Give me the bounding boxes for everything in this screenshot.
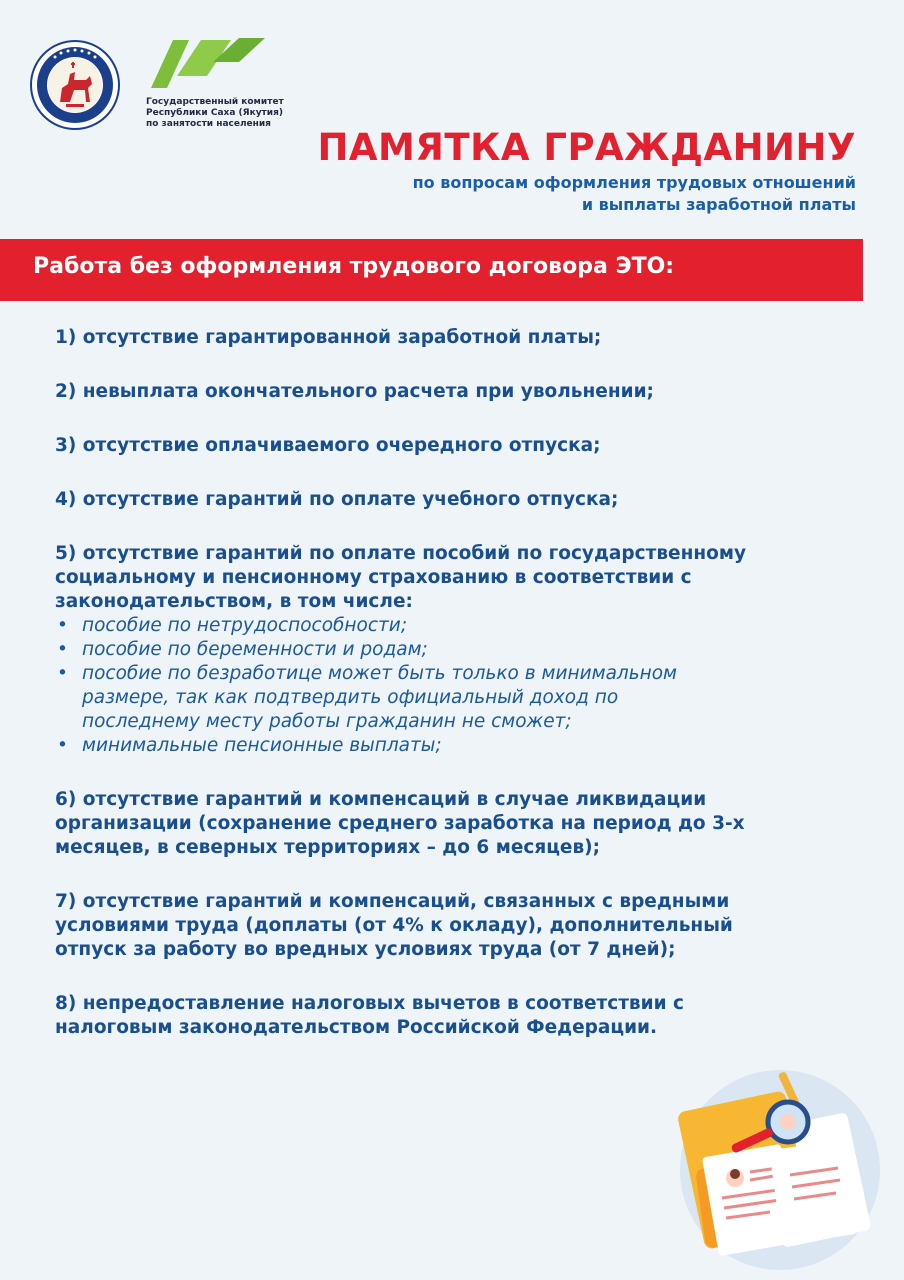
list-item (55, 434, 855, 458)
list-item-line: законодательством, в том числе: (55, 591, 413, 612)
sublist-item-text: размере, так как подтвердить официальный доход по (82, 687, 619, 708)
list-item-line: 3) отсутствие оплачиваемого очередного отпуска; (55, 435, 601, 456)
sublist-item-text: пособие по беременности и родам; (82, 639, 428, 660)
bullet-icon: • (57, 639, 68, 660)
list-item-line: 4) отсутствие гарантий по оплате учебного отпуска; (55, 489, 619, 510)
list-item (55, 488, 855, 512)
subtitle-line: по вопросам оформления трудовых отношений (412, 173, 856, 192)
sublist-item-continuation (55, 686, 855, 710)
section-banner-text: Работа без оформления трудового договора ЭТО: (33, 254, 675, 279)
list-item-line: 5) отсутствие гарантий по оплате пособий по государственному (55, 543, 747, 564)
sublist-item-text: последнему месту работы гражданин не сможет; (82, 711, 572, 732)
list-item (55, 992, 855, 1040)
list-item-line: месяцев, в северных территориях – до 6 месяцев); (55, 837, 601, 858)
list-item-line: 1) отсутствие гарантированной заработной платы; (55, 327, 602, 348)
sakha-coat-of-arms-icon (30, 40, 120, 130)
sublist-item (55, 662, 855, 686)
list-item-line: организации (сохранение среднего заработка на период до 3-х (55, 813, 745, 834)
sublist-item-text: минимальные пенсионные выплаты; (82, 735, 442, 756)
sublist-item (55, 614, 855, 638)
consequences-list (55, 326, 855, 1040)
list-item-line: 7) отсутствие гарантий и компенсаций, связанных с вредными (55, 891, 730, 912)
employment-committee-logo-icon (143, 36, 273, 96)
agency-name-line: Государственный комитет (146, 97, 284, 107)
list-item (55, 890, 855, 962)
sublist-item-continuation (55, 710, 855, 734)
sublist-item (55, 734, 855, 758)
agency-name-line: Республики Саха (Якутия) (146, 108, 283, 118)
sublist-item (55, 638, 855, 662)
page-title: ПАМЯТКА ГРАЖДАНИНУ (317, 126, 856, 169)
section-banner (0, 239, 863, 301)
list-item-line: 8) непредоставление налоговых вычетов в соответствии с (55, 993, 684, 1014)
list-item-line: налоговым законодательством Российской Федерации. (55, 1017, 658, 1038)
list-item (55, 326, 855, 350)
list-item-line: социальному и пенсионному страхованию в соответствии с (55, 567, 692, 588)
list-item (55, 788, 855, 860)
list-item-line: условиями труда (доплаты (от 4% к окладу), дополнительный (55, 915, 733, 936)
agency-name-line: по занятости населения (146, 119, 271, 129)
page-subtitle (413, 172, 856, 216)
bullet-icon: • (57, 735, 68, 756)
subtitle-line: и выплаты заработной платы (581, 195, 856, 214)
list-item-line: 6) отсутствие гарантий и компенсаций в случае ликвидации (55, 789, 707, 810)
list-item (55, 542, 855, 758)
bullet-icon: • (57, 615, 68, 636)
bullet-icon: • (57, 663, 68, 684)
sublist-item-text: пособие по безработице может быть только в минимальном (82, 663, 678, 684)
documents-magnifier-illustration-icon (670, 1060, 880, 1270)
sublist-item-text: пособие по нетрудоспособности; (82, 615, 408, 636)
list-item (55, 380, 855, 404)
list-item-line: 2) невыплата окончательного расчета при увольнении; (55, 381, 654, 402)
agency-name (146, 97, 346, 130)
benefit-sublist (55, 614, 855, 758)
list-item-line: отпуск за работу во вредных условиях труда (от 7 дней); (55, 939, 676, 960)
